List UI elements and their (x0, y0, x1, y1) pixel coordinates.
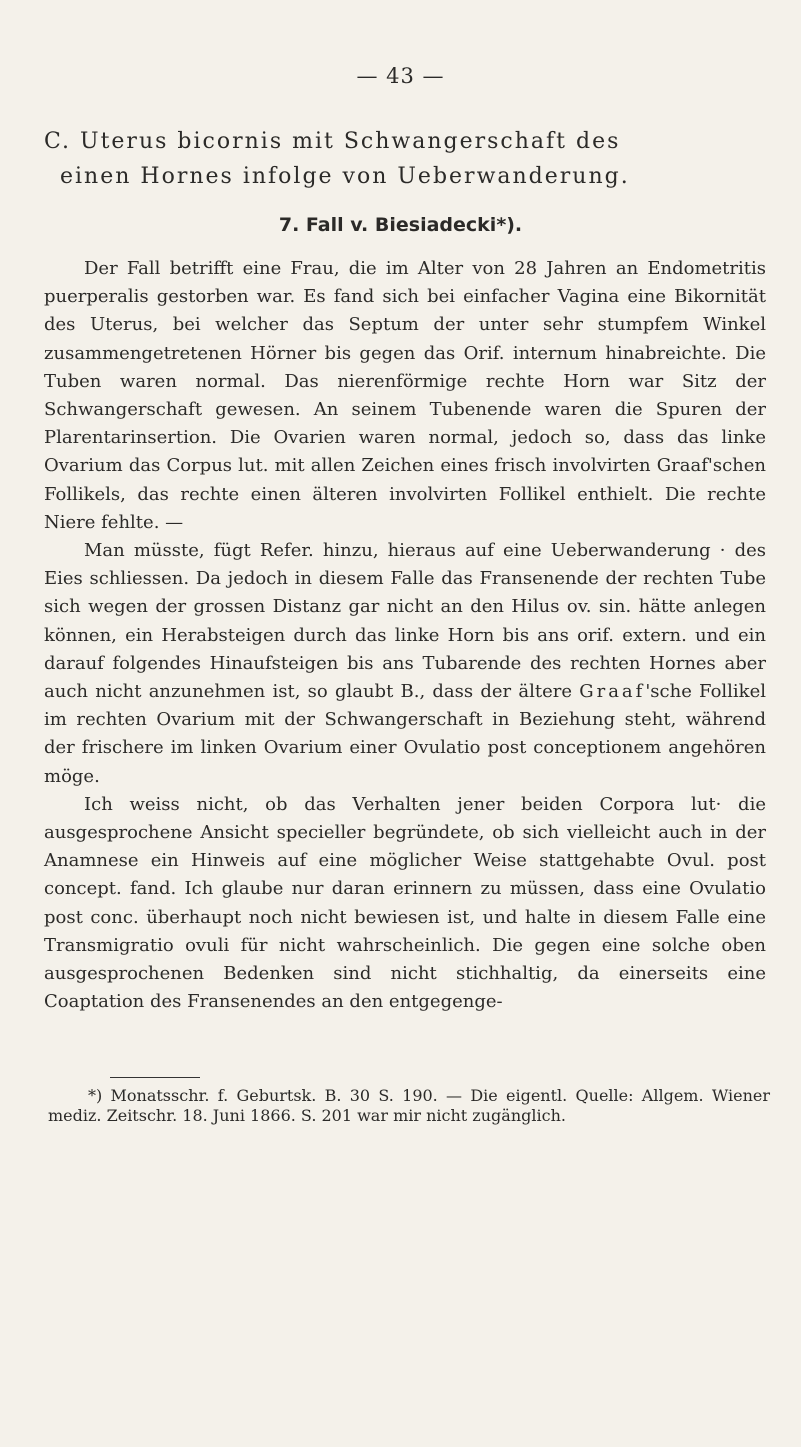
page-number: — 43 — (356, 64, 445, 88)
paragraph-1: Der Fall betrifft eine Frau, die im Alter von 28 Jahren an Endometritis puerperalis gestorben war. Es fand sich bei einfacher Vagina eine Bikornität des Uterus, bei welcher das Septum der unter sehr stumpfem Winkel zusammengetretenen Hörner bis gegen das Orif. internum hinabreichte. Die Tuben waren normal. Das nierenförmige rechte Horn war Sitz der Schwangerschaft gewesen. An seinem Tubenende waren die Spuren der Plarentarinsertion. Die Ovarien waren normal, jedoch so, dass das linke Ovarium das Corpus lut. mit allen Zeichen eines frisch involvirten Graaf'schen Follikels, das rechte einen älteren involvirten Follikel enthielt. Die rechte Niere fehlte. — (44, 258, 766, 533)
paragraph-2-part-a: Man müsste, fügt Refer. hinzu, hieraus auf eine Ueberwanderung · des Eies schliessen. Da jedoch in diesem Falle das Fransenende der rechten Tube sich wegen der grossen Distanz gar nicht an den Hilus ov. sin. hätte anlegen können, ein Herabsteigen durch das linke Horn bis ans orif. extern. und ein darauf folgendes Hinaufsteigen bis ans Tubarende des rechten Hornes aber auch nicht anzunehmen ist, so glaubt B., dass der ältere (44, 540, 766, 703)
paragraph-2-part-b: 'sche Follikel im rechten Ovarium mit der Schwangerschaft in Beziehung steht, während der frischere im linken Ovarium einer Ovulatio post conceptionem angehören möge. (44, 681, 766, 787)
footnote-text: *) Monatsschr. f. Geburtsk. B. 30 S. 190. — Die eigentl. Quelle: Allgem. Wiener mediz. Zeitschr. 18. Juni 1866. S. 201 war mir nicht zugänglich. (48, 1086, 770, 1125)
paragraph-3: Ich weiss nicht, ob das Verhalten jener beiden Corpora lut· die ausgesprochene Ansicht specieller begründete, ob sich vielleicht auch in der Anamnese ein Hinweis auf eine möglicher Weise stattgehabte Ovul. post concept. fand. Ich glaube nur daran erinnern zu müssen, dass eine Ovulatio post conc. überhaupt noch nicht bewiesen ist, und halte in diesem Falle eine Transmigratio ovuli für nicht wahrscheinlich. Die gegen eine solche oben ausgesprochenen Bedenken sind nicht stichhaltig, da einerseits eine Coaptation des Fransenendes an den entgegenge- (44, 793, 766, 1013)
section-heading-line-1: C. Uterus bicornis mit Schwangerschaft des (44, 129, 621, 154)
body-text (44, 255, 766, 1016)
paragraph-2 (44, 537, 766, 791)
case-heading: 7. Fall v. Biesiadecki*). (278, 214, 523, 236)
footnote (48, 1086, 770, 1126)
section-heading-line-2: einen Hornes infolge von Ueberwanderung. (60, 164, 630, 189)
section-heading (44, 124, 764, 194)
footnote-divider (110, 1077, 200, 1078)
paragraph-2-graaf: Graaf (579, 681, 646, 703)
